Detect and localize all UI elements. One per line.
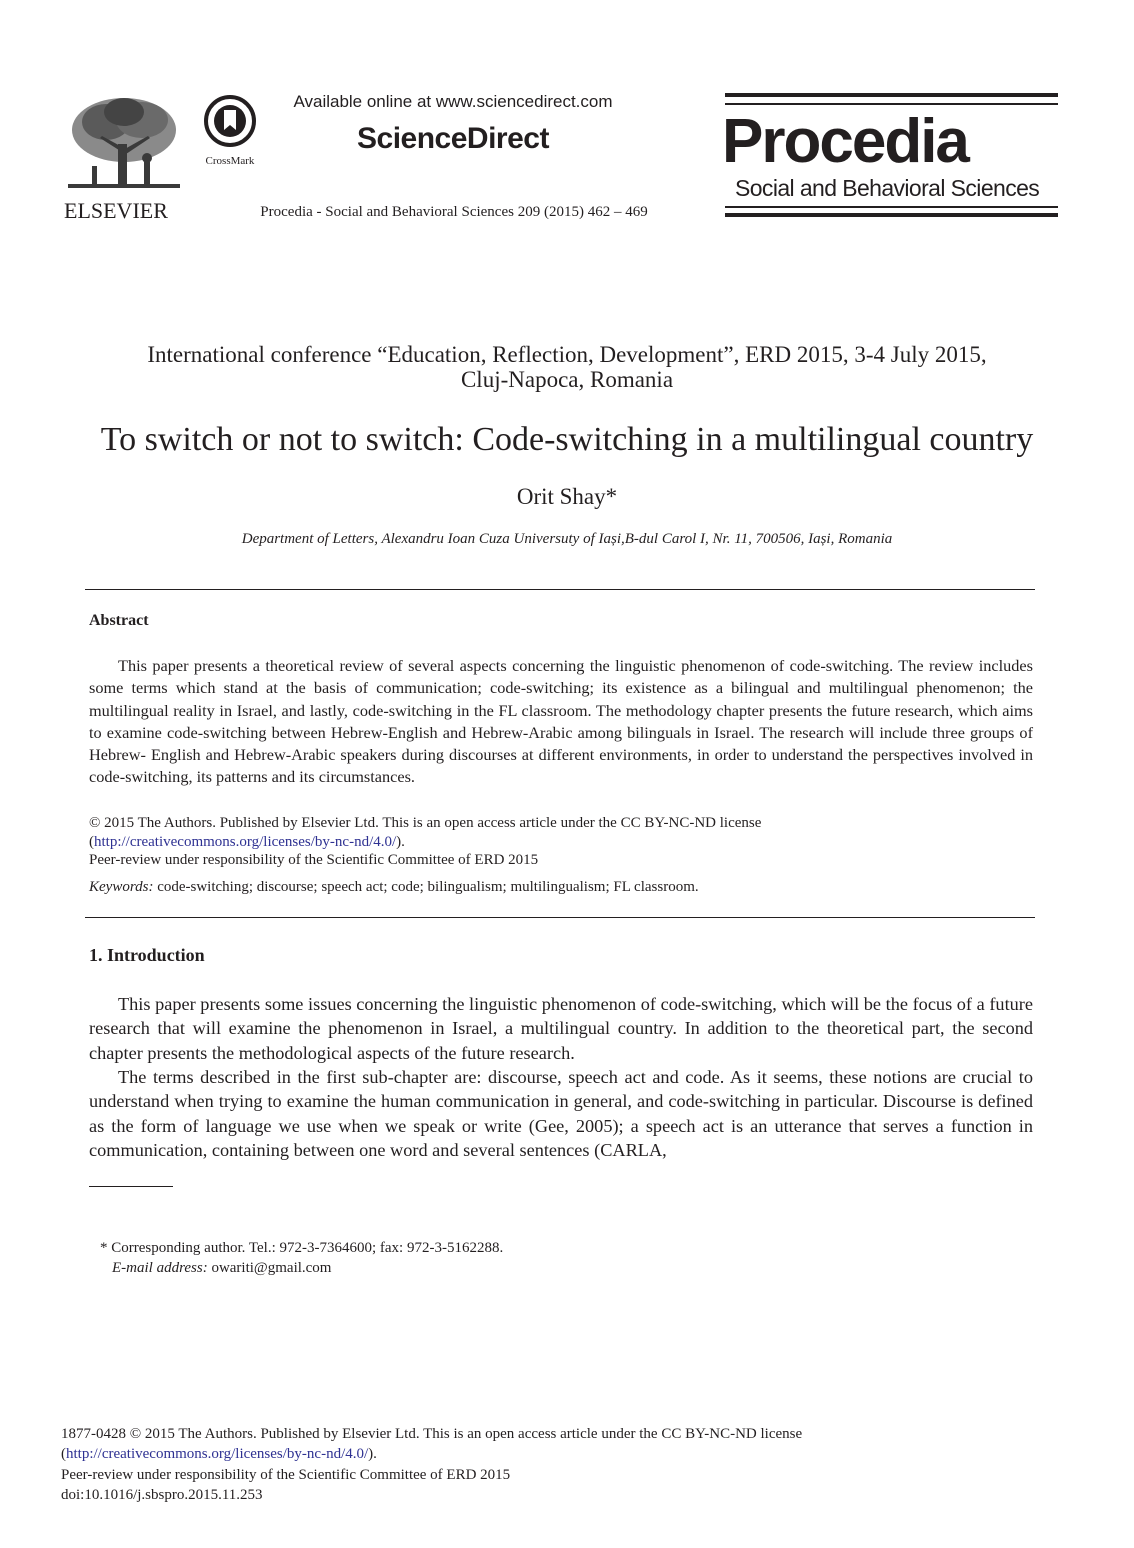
abstract-body: This paper presents a theoretical review of several aspects concerning the linguistic phenomenon of code-switching. The review includes some terms which stand at the basis of communication; code-switching; its existence as a bilingual and multilingual phenomenon; the multilingual reality in Israel, and lastly, code-switching in the FL classroom. The methodology chapter presents the future research, which aims to examine code-switching between Hebrew-English and Hebrew-Arabic among bilinguals in Israel. The research will include three groups of Hebrew- English and Hebrew-Arabic speakers during discourses at different environments, in order to understand the perspectives involved in code-switching, its patterns and its circumstances. [89, 656, 1033, 787]
available-online: Available online at www.sciencedirect.com [293, 92, 613, 111]
keywords [89, 878, 1033, 896]
license-link[interactable]: http://creativecommons.org/licenses/by-nc-nd/4.0/ [94, 833, 397, 850]
author-name: Orit Shay* [516, 484, 618, 509]
conference-line-2: Cluj-Napoca, Romania [460, 367, 674, 392]
paper-title: To switch or not to switch: Code-switching in a multilingual country [100, 421, 1034, 458]
tree-icon [66, 92, 182, 196]
introduction-paragraph-2: The terms described in the first sub-chapter are: discourse, speech act and code. As it seems, these notions are crucial to understand when trying to examine the human communication in general, and code-switching in particular. Discourse is defined as the form of language we use when we speak or write (Gee, 2005); a speech act is an utterance that serves a function in communication, containing between one word and several sentences (CARLA, [89, 1067, 1033, 1160]
crossmark-icon [196, 94, 264, 148]
keywords-list: code-switching; discourse; speech act; code; bilingualism; multilingualism; FL classroom. [157, 879, 699, 895]
journal-citation: Procedia - Social and Behavioral Sciences 209 (2015) 462 – 469 [260, 204, 648, 220]
crossmark-logo[interactable] [196, 94, 264, 167]
elsevier-wordmark: ELSEVIER [64, 198, 168, 223]
footer-doi[interactable]: doi:10.1016/j.sbspro.2015.11.253 [61, 1486, 263, 1503]
footnote-rule [89, 1186, 173, 1187]
conference-line-1: International conference “Education, Reflection, Development”, ERD 2015, 3-4 July 2015, [147, 342, 987, 367]
abstract-top-rule [85, 589, 1035, 590]
footer-license-url-line: (http://creativecommons.org/licenses/by-nc-nd/4.0/). [61, 1446, 377, 1463]
abstract-bottom-rule [85, 917, 1035, 918]
copyright-line: © 2015 The Authors. Published by Elsevier Ltd. This is an open access article under the CC BY-NC-ND license [89, 815, 762, 831]
peer-review-line: Peer-review under responsibility of the Scientific Committee of ERD 2015 [89, 852, 539, 868]
procedia-title: Procedia [722, 107, 968, 176]
crossmark-label: CrossMark [205, 155, 255, 167]
procedia-bottom-rule-thick [725, 213, 1058, 217]
procedia-top-rule-thick [725, 93, 1058, 97]
page-footer [61, 1424, 1061, 1505]
footer-license-link[interactable]: http://creativecommons.org/licenses/by-nc-nd/4.0/ [66, 1446, 369, 1463]
introduction-paragraph-1: This paper presents some issues concerning the linguistic phenomenon of code-switching, which will be the focus of a future research that will examine the phenomenon in Israel, a multilingual country. In addition to the theoretical part, the second chapter presents the methodological aspects of the future research. [89, 994, 1033, 1063]
keywords-label: Keywords: [89, 879, 154, 895]
procedia-subtitle: Social and Behavioral Sciences [735, 175, 1040, 201]
procedia-top-rule-thin [725, 103, 1058, 105]
affiliation: Department of Letters, Alexandru Ioan Cuza Universuty of Iași,B-dul Carol I, Nr. 11, 700506, Iași, Romania [241, 531, 893, 547]
elsevier-tree-logo [66, 92, 182, 196]
footer-peer-review: Peer-review under responsibility of the Scientific Committee of ERD 2015 [61, 1466, 511, 1483]
copyright-license-line: (http://creativecommons.org/licenses/by-nc-nd/4.0/). [89, 833, 405, 850]
email-line [100, 1258, 1000, 1278]
introduction-heading: 1. Introduction [89, 945, 205, 965]
email-label: E-mail address: [112, 1260, 208, 1276]
copyright-block [89, 814, 1033, 870]
abstract-heading: Abstract [89, 612, 149, 629]
corresponding-author: * Corresponding author. Tel.: 972-3-7364600; fax: 972-3-5162288. [100, 1240, 504, 1256]
footer-license-line: 1877-0428 © 2015 The Authors. Published by Elsevier Ltd. This is an open access article under the CC BY-NC-ND license [61, 1426, 803, 1442]
procedia-bottom-rule-thin [725, 206, 1058, 208]
email-address[interactable]: owariti@gmail.com [211, 1260, 332, 1276]
sciencedirect-wordmark[interactable]: ScienceDirect [357, 122, 549, 155]
footnote [100, 1238, 1000, 1278]
